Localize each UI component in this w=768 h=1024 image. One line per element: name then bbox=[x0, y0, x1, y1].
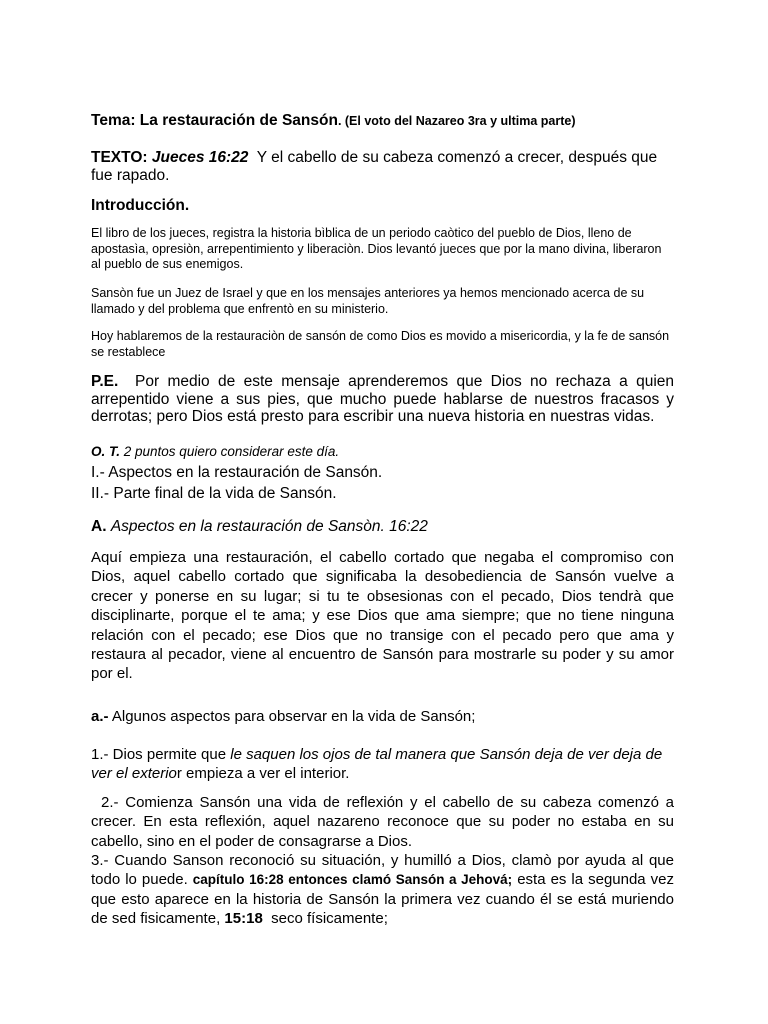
sub-a-line bbox=[91, 707, 674, 726]
text-label: TEXTO: bbox=[91, 149, 148, 166]
pe-label: P.E. bbox=[91, 373, 119, 390]
text-verse bbox=[91, 149, 674, 185]
text-body: Y el cabello de su cabeza comenzó a crecer, después que fue rapado. bbox=[91, 149, 658, 184]
section-a-title: Aspectos en la restauración de Sansòn. 16:22 bbox=[110, 518, 428, 535]
item-3-ref-2: 15:18 bbox=[224, 910, 263, 928]
pe-paragraph bbox=[91, 373, 674, 426]
point-1: I.- Aspectos en la restauración de Sansón. bbox=[91, 464, 383, 481]
section-a-label: A. bbox=[91, 518, 107, 535]
item-1-lead: 1.- Dios permite que bbox=[91, 746, 227, 763]
point-2: II.- Parte final de la vida de Sansón. bbox=[91, 485, 337, 502]
intro-paragraph-3: Hoy hablaremos de la restauraciòn de sansón de como Dios es movido a misericordia, y la fe de sansón se restablece bbox=[91, 329, 670, 359]
section-a-body: Aquí empieza una restauración, el cabello cortado que negaba el compromiso con Dios, aquel cabello cortado que significaba la desobediencia de Sansón vuelve a crecer y ponerse en su lugar; si tu te obsesionas con el pecado, Dios tendrà que disciplinarte, porque el te ama; y ese Dios que ama siempre; que no tiene ninguna relación con el pecado; ese Dios que no transige con el pecado pero que ama y restaura al pecador, viene al encuentro de Sansón para mostrarle su poder y su amor por el. bbox=[91, 549, 674, 683]
item-1 bbox=[91, 745, 674, 784]
page-title bbox=[91, 112, 674, 130]
title-main: Tema: La restauración de Sansón bbox=[91, 112, 338, 129]
ot-label: O. T. bbox=[91, 444, 120, 459]
sub-a-label: a.- bbox=[91, 708, 109, 725]
ot-line bbox=[91, 444, 674, 460]
intro-heading: Introducción. bbox=[91, 197, 190, 214]
item-3-ref-1: capítulo 16:28 entonces clamó Sansón a Jehová; bbox=[192, 872, 513, 888]
ot-body: 2 puntos quiero considerar este día. bbox=[123, 444, 340, 459]
item-3 bbox=[91, 851, 674, 929]
text-ref: Jueces 16:22 bbox=[151, 149, 249, 166]
intro-paragraph-2: Sansòn fue un Juez de Israel y que en los mensajes anteriores ya hemos mencionado acerca de su llamado y del problema que enfrentò en su ministerio. bbox=[91, 286, 645, 316]
item-3-mid: esta es la segunda vez que esto aparece en la historia de Sansón la primera vez cuando él se está muriendo de sed fisicamente, bbox=[91, 871, 674, 928]
item-1-italic: le saquen los ojos de tal manera que Sansón deja de ver deja de ver el exterio bbox=[91, 746, 663, 783]
sub-a-body: Algunos aspectos para observar en la vida de Sansón; bbox=[111, 708, 476, 725]
pe-body: Por medio de este mensaje aprenderemos que Dios no rechaza a quien arrepentido viene a sus pies, que mucho puede hablarse de nuestros fracasos y derrotas; pero Dios está presto para escribir una nueva historia en nuestras vidas. bbox=[91, 373, 675, 425]
item-3-lead: 3.- Cuando Sanson reconoció su situación, y humilló a Dios, clamò por ayuda al que todo lo puede. bbox=[91, 852, 674, 889]
item-2: 2.- Comienza Sansón una vida de reflexión y el cabello de su cabeza comenzó a crecer. En esta reflexión, aquel nazareno reconoce que su poder no estaba en su cabello, sino en el poder de consagrarse a Dios. bbox=[91, 794, 674, 850]
item-3-tail: seco físicamente; bbox=[271, 910, 388, 928]
item-1-tail: r empieza a ver el interior. bbox=[176, 765, 350, 783]
title-note: . (El voto del Nazareo 3ra y ultima parte) bbox=[337, 114, 576, 128]
intro-paragraph-1: El libro de los jueces, registra la historia bìblica de un periodo caòtico del pueblo de Dios, lleno de apostasìa, opresiòn, arrepentimiento y liberaciòn. Dios levantó jueces que por la mano divina, liberaron al pueblo de sus enemigos. bbox=[91, 226, 662, 271]
section-a-heading bbox=[91, 518, 674, 536]
